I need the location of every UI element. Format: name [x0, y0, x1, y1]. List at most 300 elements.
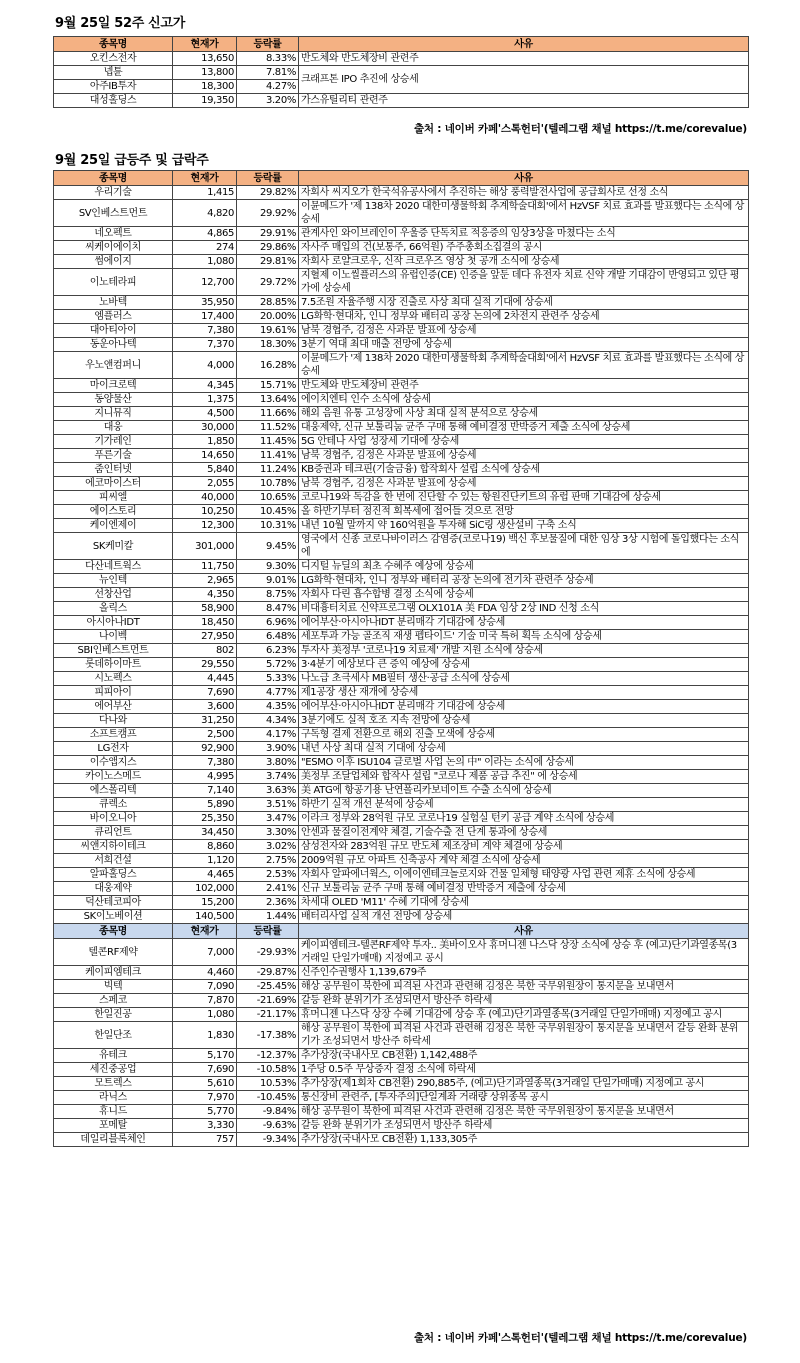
stock-name: 네오펙트 [54, 227, 173, 241]
table-row [54, 826, 749, 840]
stock-rate: -21.69% [237, 994, 299, 1008]
stock-reason: LG화학·현대차, 인니 정부와 배터리 공장 논의에 2차전지 관련주 상승세 [299, 310, 749, 324]
stock-name: SK케미칼 [54, 533, 173, 560]
stock-rate: -12.37% [237, 1049, 299, 1063]
stock-price: 29,550 [173, 658, 237, 672]
table-row [54, 939, 749, 966]
stock-reason: 코로나19와 독감을 한 번에 진단할 수 있는 항원진단키트의 유럽 판매 기대감에 상승세 [299, 491, 749, 505]
stock-name: 우리기술 [54, 186, 173, 200]
stock-name: 덕산테코피아 [54, 896, 173, 910]
header-price: 현재가 [173, 924, 237, 939]
stock-reason: 7.5조원 자율주행 시장 진출로 사상 최대 실적 기대에 상승세 [299, 296, 749, 310]
table-row [54, 812, 749, 826]
stock-reason: LG화학·현대차, 인니 정부와 배터리 공장 논의에 전기차 관련주 상승세 [299, 574, 749, 588]
stock-price: 18,450 [173, 616, 237, 630]
table-row [54, 255, 749, 269]
stock-price: 1,415 [173, 186, 237, 200]
stock-price: 7,690 [173, 1063, 237, 1077]
stock-reason: 추가상장(국내사모 CB전환) 1,133,305주 [299, 1133, 749, 1147]
stock-rate: 9.45% [237, 533, 299, 560]
stock-price: 1,375 [173, 393, 237, 407]
stock-reason: 이라크 정부와 28억원 규모 코로나19 실험실 턴키 공급 계약 소식에 상승세 [299, 812, 749, 826]
stock-price: 58,900 [173, 602, 237, 616]
stock-rate: 29.82% [237, 186, 299, 200]
stock-price: 92,900 [173, 742, 237, 756]
stock-rate: -25.45% [237, 980, 299, 994]
table-row [54, 882, 749, 896]
falling-header-row [54, 924, 749, 939]
header-reason: 사유 [299, 37, 749, 52]
stock-rate: 7.81% [237, 66, 299, 80]
table-row [54, 1133, 749, 1147]
stock-reason: 올 하반기부터 점진적 회복세에 접어들 것으로 전망 [299, 505, 749, 519]
stock-price: 4,445 [173, 672, 237, 686]
stock-reason: "ESMO 이후 ISU104 글로벌 사업 논의 中" 이라는 소식에 상승세 [299, 756, 749, 770]
stock-rate: -29.87% [237, 966, 299, 980]
table-row [54, 310, 749, 324]
stock-name: 케이엔제이 [54, 519, 173, 533]
table-row [54, 728, 749, 742]
stock-price: 757 [173, 1133, 237, 1147]
stock-reason: 하반기 실적 개선 분석에 상승세 [299, 798, 749, 812]
stock-reason: 3분기에도 실적 호조 지속 전망에 상승세 [299, 714, 749, 728]
stock-reason: 안센과 물질이전계약 체결, 기술수출 전 단계 통과에 상승세 [299, 826, 749, 840]
stock-name: 스페코 [54, 994, 173, 1008]
stock-price: 13,650 [173, 52, 237, 66]
table-row [54, 658, 749, 672]
table-row [54, 756, 749, 770]
stock-rate: 19.61% [237, 324, 299, 338]
stock-reason: 해상 공무원이 북한에 피격된 사건과 관련해 김정은 북한 국무위원장이 통지문을 보내면서 [299, 1105, 749, 1119]
stock-price: 35,950 [173, 296, 237, 310]
stock-name: 동양물산 [54, 393, 173, 407]
stock-rate: 4.27% [237, 80, 299, 94]
source-note: 출처 : 네이버 카페'스톡헌터'(텔레그램 채널 https://t.me/corevalue) [413, 1332, 747, 1344]
stock-name: 넵튠 [54, 66, 173, 80]
stock-price: 4,500 [173, 407, 237, 421]
table-row [54, 1022, 749, 1049]
table-row [54, 1105, 749, 1119]
stock-reason: 남북 경협주, 김정은 사과문 발표에 상승세 [299, 449, 749, 463]
stock-name: 카이노스메드 [54, 770, 173, 784]
stock-reason: 자회사 알파에너웍스, 이에이엔테크놀로지와 건물 일체형 태양광 사업 관련 제휴 소식에 상승세 [299, 868, 749, 882]
stock-rate: -10.45% [237, 1091, 299, 1105]
stock-rate: 8.33% [237, 52, 299, 66]
stock-reason: 이뮨메드가 '제 138차 2020 대한미생물학회 추계학술대회'에서 HzVSF 치료 효과를 발표했다는 소식에 상승세 [299, 200, 749, 227]
movers-table [53, 170, 749, 1147]
table-row [54, 1119, 749, 1133]
stock-price: 7,380 [173, 324, 237, 338]
stock-rate: 11.66% [237, 407, 299, 421]
stock-rate: 6.23% [237, 644, 299, 658]
stock-price: 4,820 [173, 200, 237, 227]
stock-name: 케이피엠테크 [54, 966, 173, 980]
stock-price: 1,080 [173, 1008, 237, 1022]
table-row [54, 338, 749, 352]
header-price: 현재가 [173, 37, 237, 52]
table-row [54, 200, 749, 227]
stock-name: 에어부산 [54, 700, 173, 714]
stock-rate: 5.33% [237, 672, 299, 686]
stock-price: 5,890 [173, 798, 237, 812]
stock-price: 14,650 [173, 449, 237, 463]
stock-price: 27,950 [173, 630, 237, 644]
table-row [54, 505, 749, 519]
new-high-table [53, 36, 749, 108]
stock-reason: 자회사 로얄크로우, 신작 크로우즈 영상 첫 공개 소식에 상승세 [299, 255, 749, 269]
table-row [54, 519, 749, 533]
stock-rate: 29.86% [237, 241, 299, 255]
table-row [54, 1077, 749, 1091]
stock-rate: 3.63% [237, 784, 299, 798]
stock-rate: 3.47% [237, 812, 299, 826]
stock-name: SBI인베스트먼트 [54, 644, 173, 658]
stock-rate: 10.53% [237, 1077, 299, 1091]
table-row [54, 296, 749, 310]
stock-name: 대아티아이 [54, 324, 173, 338]
header-reason: 사유 [299, 171, 749, 186]
falling-rows [54, 939, 749, 1147]
stock-name: 씨케이에이치 [54, 241, 173, 255]
stock-reason: 관계사인 와이브레인이 우울증 단독치료 적응증의 임상3상을 마쳤다는 소식 [299, 227, 749, 241]
stock-price: 7,140 [173, 784, 237, 798]
stock-reason: 추가상장(제1회차 CB전환) 290,885주, (예고)단기과열종목(3거래일 단일가매매) 지정예고 공시 [299, 1077, 749, 1091]
stock-name: 에코마이스터 [54, 477, 173, 491]
stock-name: 기가레인 [54, 435, 173, 449]
stock-name: 대웅 [54, 421, 173, 435]
stock-reason: 제1공장 생산 재개에 상승세 [299, 686, 749, 700]
stock-price: 8,860 [173, 840, 237, 854]
table-row [54, 896, 749, 910]
stock-rate: -21.17% [237, 1008, 299, 1022]
stock-reason: 3분기 역대 최대 매출 전망에 상승세 [299, 338, 749, 352]
stock-rate: 18.30% [237, 338, 299, 352]
stock-reason: 美 ATG에 항공기용 난연폴리카보네이트 수출 소식에 상승세 [299, 784, 749, 798]
stock-reason: 에어부산·아시아나IDT 분리매각 기대감에 상승세 [299, 700, 749, 714]
stock-rate: 4.77% [237, 686, 299, 700]
stock-rate: 2.75% [237, 854, 299, 868]
stock-name: 이수앱지스 [54, 756, 173, 770]
stock-rate: 11.41% [237, 449, 299, 463]
stock-rate: 2.41% [237, 882, 299, 896]
table-row [54, 449, 749, 463]
stock-name: 지니뮤직 [54, 407, 173, 421]
stock-rate: 11.52% [237, 421, 299, 435]
stock-reason: 1주당 0.5주 무상증자 결정 소식에 하락세 [299, 1063, 749, 1077]
stock-price: 3,330 [173, 1119, 237, 1133]
stock-rate: -9.84% [237, 1105, 299, 1119]
table-row [54, 616, 749, 630]
table-row [54, 560, 749, 574]
stock-rate: 3.80% [237, 756, 299, 770]
stock-name: 롯데하이마트 [54, 658, 173, 672]
section2-title: 9월 25일 급등주 및 급락주 [55, 153, 209, 168]
table-row [54, 784, 749, 798]
stock-reason: 에이치엔티 인수 소식에 상승세 [299, 393, 749, 407]
stock-rate: -10.58% [237, 1063, 299, 1077]
table-row [54, 352, 749, 379]
stock-rate: 29.72% [237, 269, 299, 296]
stock-rate: 3.30% [237, 826, 299, 840]
stock-rate: 4.34% [237, 714, 299, 728]
stock-reason: 대웅제약, 신규 보툴리눔 균주 구매 통해 예비결정 반박증거 제출 소식에 상승세 [299, 421, 749, 435]
table-row [54, 714, 749, 728]
table-row [54, 421, 749, 435]
stock-price: 4,350 [173, 588, 237, 602]
stock-rate: 20.00% [237, 310, 299, 324]
stock-reason: 갈등 완화 분위기가 조성되면서 방산주 하락세 [299, 1119, 749, 1133]
stock-rate: 4.17% [237, 728, 299, 742]
table-row [54, 241, 749, 255]
stock-price: 5,840 [173, 463, 237, 477]
stock-name: 알파홀딩스 [54, 868, 173, 882]
stock-name: 다나와 [54, 714, 173, 728]
stock-rate: 10.65% [237, 491, 299, 505]
header-rate: 등락률 [237, 924, 299, 939]
stock-name: 에스폴리텍 [54, 784, 173, 798]
stock-reason: 케이피엠테크-텔콘RF제약 투자.. 美바이오사 휴머니젠 나스닥 상장 소식에 상승 후 (예고)단기과열종목(3거래일 단일가매매) 지정예고 공시 [299, 939, 749, 966]
stock-price: 1,830 [173, 1022, 237, 1049]
stock-reason: 자사주 매입의 건(보통주, 66억원) 주주총회소집결의 공시 [299, 241, 749, 255]
stock-price: 4,345 [173, 379, 237, 393]
stock-name: 한일진공 [54, 1008, 173, 1022]
stock-rate: 3.20% [237, 94, 299, 108]
table-row [54, 435, 749, 449]
stock-rate: 3.74% [237, 770, 299, 784]
stock-reason: KB증권과 테크핀(기술금융) 합작회사 설립 소식에 상승세 [299, 463, 749, 477]
table-row [54, 1063, 749, 1077]
stock-rate: 10.78% [237, 477, 299, 491]
stock-price: 34,450 [173, 826, 237, 840]
stock-price: 5,770 [173, 1105, 237, 1119]
table-row [54, 66, 749, 80]
stock-rate: 29.92% [237, 200, 299, 227]
stock-rate: -29.93% [237, 939, 299, 966]
table-row [54, 477, 749, 491]
stock-name: 나이벡 [54, 630, 173, 644]
stock-rate: 15.71% [237, 379, 299, 393]
table-row [54, 980, 749, 994]
stock-name: 대웅제약 [54, 882, 173, 896]
stock-price: 1,850 [173, 435, 237, 449]
stock-reason: 휴머니젠 나스닥 상장 수혜 기대감에 상승 후 (예고)단기과열종목(3거래일 단일가매매) 지정예고 공시 [299, 1008, 749, 1022]
table-row [54, 491, 749, 505]
stock-price: 11,750 [173, 560, 237, 574]
stock-price: 5,610 [173, 1077, 237, 1091]
table-row [54, 379, 749, 393]
stock-rate: 4.35% [237, 700, 299, 714]
stock-price: 4,995 [173, 770, 237, 784]
stock-rate: 2.36% [237, 896, 299, 910]
stock-price: 31,250 [173, 714, 237, 728]
stock-reason: 남북 경협주, 김정은 사과문 발표에 상승세 [299, 324, 749, 338]
stock-rate: 8.75% [237, 588, 299, 602]
stock-reason: 해상 공무원이 북한에 피격된 사건과 관련해 김정은 북한 국무위원장이 통지문을 보내면서 [299, 980, 749, 994]
stock-reason: 해상 공무원이 북한에 피격된 사건과 관련해 김정은 북한 국무위원장이 통지문을 보내면서 갈등 완화 분위기가 조성되면서 방산주 하락세 [299, 1022, 749, 1049]
stock-reason: 영국에서 신종 코로나바이러스 감염증(코로나19) 백신 후보물질에 대한 임상 3상 시험에 돌입했다는 소식에 [299, 533, 749, 560]
stock-rate: 11.24% [237, 463, 299, 477]
stock-rate: 9.01% [237, 574, 299, 588]
stock-price: 4,465 [173, 868, 237, 882]
header-price: 현재가 [173, 171, 237, 186]
table-row [54, 868, 749, 882]
stock-name: 휴니드 [54, 1105, 173, 1119]
stock-price: 7,870 [173, 994, 237, 1008]
stock-reason: 나노급 초극세사 MB필터 생산·공급 소식에 상승세 [299, 672, 749, 686]
stock-name: 선창산업 [54, 588, 173, 602]
stock-price: 4,460 [173, 966, 237, 980]
stock-price: 7,380 [173, 756, 237, 770]
stock-rate: 13.64% [237, 393, 299, 407]
stock-rate: 28.85% [237, 296, 299, 310]
table-row [54, 94, 749, 108]
header-rate: 등락률 [237, 37, 299, 52]
stock-name: 한일단조 [54, 1022, 173, 1049]
stock-name: 대성홀딩스 [54, 94, 173, 108]
stock-reason: 추가상장(국내사모 CB전환) 1,142,488주 [299, 1049, 749, 1063]
stock-price: 13,800 [173, 66, 237, 80]
stock-price: 1,120 [173, 854, 237, 868]
stock-name: 우노앤컴퍼니 [54, 352, 173, 379]
stock-rate: 1.44% [237, 910, 299, 924]
table-row [54, 1008, 749, 1022]
stock-price: 2,965 [173, 574, 237, 588]
stock-rate: -17.38% [237, 1022, 299, 1049]
stock-name: SK이노베이션 [54, 910, 173, 924]
stock-name: 씨앤지하이테크 [54, 840, 173, 854]
stock-name: 피피아이 [54, 686, 173, 700]
stock-name: 노바텍 [54, 296, 173, 310]
stock-name: 마이크로텍 [54, 379, 173, 393]
stock-reason: 내년 사상 최대 실적 기대에 상승세 [299, 742, 749, 756]
rising-rows [54, 186, 749, 924]
stock-name: LG전자 [54, 742, 173, 756]
table-row [54, 742, 749, 756]
stock-rate: 9.30% [237, 560, 299, 574]
table-row [54, 588, 749, 602]
table-header-row [54, 171, 749, 186]
stock-price: 7,690 [173, 686, 237, 700]
table-row [54, 770, 749, 784]
stock-name: 시노펙스 [54, 672, 173, 686]
stock-price: 274 [173, 241, 237, 255]
table-row [54, 854, 749, 868]
stock-price: 18,300 [173, 80, 237, 94]
table-row [54, 1049, 749, 1063]
table-row [54, 798, 749, 812]
stock-reason: 반도체와 반도체장비 관련주 [299, 379, 749, 393]
stock-name: 푸른기술 [54, 449, 173, 463]
stock-price: 17,400 [173, 310, 237, 324]
table-row [54, 393, 749, 407]
stock-price: 5,170 [173, 1049, 237, 1063]
stock-price: 102,000 [173, 882, 237, 896]
stock-reason: 신주인수권행사 1,139,679주 [299, 966, 749, 980]
stock-name: 소프트캠프 [54, 728, 173, 742]
source-note: 출처 : 네이버 카페'스톡헌터'(텔레그램 채널 https://t.me/corevalue) [413, 123, 747, 135]
stock-rate: 6.48% [237, 630, 299, 644]
table-row [54, 994, 749, 1008]
stock-name: 오킨스전자 [54, 52, 173, 66]
stock-price: 10,250 [173, 505, 237, 519]
stock-price: 12,700 [173, 269, 237, 296]
stock-rate: 3.02% [237, 840, 299, 854]
stock-reason: 5G 안테나 사업 성장세 기대에 상승세 [299, 435, 749, 449]
table-row [54, 700, 749, 714]
stock-reason: 자회사 다린 흡수합병 결정 소식에 상승세 [299, 588, 749, 602]
stock-price: 15,200 [173, 896, 237, 910]
stock-rate: 3.51% [237, 798, 299, 812]
table-row [54, 574, 749, 588]
stock-price: 25,350 [173, 812, 237, 826]
stock-name: 바이오니아 [54, 812, 173, 826]
stock-price: 301,000 [173, 533, 237, 560]
table-row [54, 630, 749, 644]
stock-reason: 배터리사업 실적 개선 전망에 상승세 [299, 910, 749, 924]
stock-price: 140,500 [173, 910, 237, 924]
stock-name: 데일리블록체인 [54, 1133, 173, 1147]
stock-reason: 비대흉터치료 신약프로그램 OLX101A 美 FDA 임상 2상 IND 신청 소식 [299, 602, 749, 616]
stock-rate: 3.90% [237, 742, 299, 756]
stock-reason: 가스유틸리티 관련주 [299, 94, 749, 108]
stock-rate: 29.81% [237, 255, 299, 269]
stock-reason: 2009억원 규모 아파트 신축공사 계약 체결 소식에 상승세 [299, 854, 749, 868]
stock-rate: -9.34% [237, 1133, 299, 1147]
stock-rate: 8.47% [237, 602, 299, 616]
stock-price: 7,000 [173, 939, 237, 966]
table-row [54, 840, 749, 854]
stock-price: 12,300 [173, 519, 237, 533]
stock-reason: 세포투과 가능 골조직 재생 펩타이드' 기술 미국 특허 획득 소식에 상승세 [299, 630, 749, 644]
stock-name: 동운아나텍 [54, 338, 173, 352]
stock-price: 2,055 [173, 477, 237, 491]
stock-reason: 통신장비 관련주, [투자주의]단일계좌 거래량 상위종목 공시 [299, 1091, 749, 1105]
stock-price: 19,350 [173, 94, 237, 108]
stock-price: 40,000 [173, 491, 237, 505]
table-row [54, 533, 749, 560]
stock-price: 4,000 [173, 352, 237, 379]
table-row [54, 463, 749, 477]
stock-name: 피씨엘 [54, 491, 173, 505]
table-row [54, 324, 749, 338]
table-row [54, 644, 749, 658]
stock-name: 라닉스 [54, 1091, 173, 1105]
stock-name: 줌인터넷 [54, 463, 173, 477]
table-row [54, 227, 749, 241]
stock-reason: 투자사 美정부 '코로나19 치료제' 개발 지원 소식에 상승세 [299, 644, 749, 658]
stock-price: 30,000 [173, 421, 237, 435]
stock-reason: 반도체와 반도체장비 관련주 [299, 52, 749, 66]
stock-name: 서희건설 [54, 854, 173, 868]
stock-rate: 2.53% [237, 868, 299, 882]
stock-rate: 11.45% [237, 435, 299, 449]
stock-name: 빅텍 [54, 980, 173, 994]
stock-rate: 10.45% [237, 505, 299, 519]
stock-price: 4,865 [173, 227, 237, 241]
stock-name: SV인베스트먼트 [54, 200, 173, 227]
table-row [54, 269, 749, 296]
stock-name: 이노테라피 [54, 269, 173, 296]
stock-name: 뉴인텍 [54, 574, 173, 588]
stock-price: 1,080 [173, 255, 237, 269]
stock-reason: 크래프톤 IPO 추진에 상승세 [299, 66, 749, 94]
table-row [54, 672, 749, 686]
table-row [54, 602, 749, 616]
stock-reason: 美정부 조달업체와 합작사 설립 "코로나 제품 공급 추진" 에 상승세 [299, 770, 749, 784]
stock-reason: 남북 경협주, 김정은 사과문 발표에 상승세 [299, 477, 749, 491]
stock-name: 엠플러스 [54, 310, 173, 324]
stock-name: 포메탈 [54, 1119, 173, 1133]
